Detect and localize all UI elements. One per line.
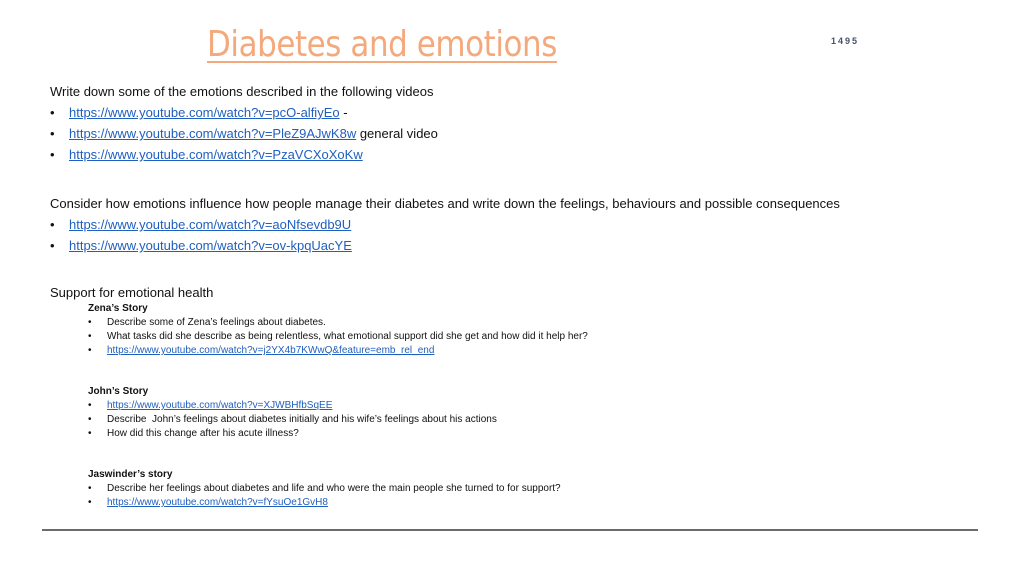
bullet-icon: • [50,126,55,141]
section-intro: Write down some of the emotions described in the following videos [50,84,434,99]
video-link[interactable]: https://www.youtube.com/watch?v=PzaVCXoXoKw [69,147,363,162]
list-item [50,217,840,232]
bullet-icon: • [88,428,92,439]
bullet-icon: • [50,217,55,232]
list-item [88,317,588,328]
bullet-icon: • [50,105,55,120]
list-item [88,400,497,411]
section-intro: Support for emotional health [50,285,214,300]
john-story [88,386,497,439]
question-text: Describe John’s feelings about diabetes initially and his wife’s feelings about his actions [107,414,497,425]
link-note: - [339,105,348,120]
list-item [50,105,438,120]
list-item [88,414,497,425]
list-item [88,331,588,342]
bullet-icon: • [50,147,55,162]
video-link[interactable]: https://www.youtube.com/watch?v=fYsuOe1GvH8 [107,497,328,508]
bullet-icon: • [88,497,92,508]
footer-divider [42,529,978,531]
video-link[interactable]: https://www.youtube.com/watch?v=XJWBHfbSqEE [107,400,333,411]
section-emotions-videos [50,84,438,162]
video-link[interactable]: https://www.youtube.com/watch?v=ov-kpqUacYE [69,238,352,253]
list-item [50,126,438,141]
bullet-icon: • [88,317,92,328]
zena-story [88,303,588,356]
story-heading: Zena’s Story [88,303,148,314]
question-text: Describe her feelings about diabetes and life and who were the main people she turned to for support? [107,483,561,494]
bullet-icon: • [88,400,92,411]
video-link[interactable]: https://www.youtube.com/watch?v=j2YX4b7KWwQ&feature=emb_rel_end [107,345,435,356]
list-item [50,238,840,253]
list-item [88,483,561,494]
list-item [88,345,588,356]
list-item [88,428,497,439]
story-heading: Jaswinder’s story [88,469,173,480]
link-note: general video [356,126,438,141]
video-link[interactable]: https://www.youtube.com/watch?v=PleZ9AJwK8w [69,126,357,141]
section-emotions-influence [50,196,840,253]
bullet-icon: • [88,414,92,425]
bullet-icon: • [88,345,92,356]
page-title: Diabetes and emotions [207,24,557,65]
bullet-icon: • [88,331,92,342]
page-number: 1495 [831,36,860,46]
list-item [50,147,438,162]
section-intro: Consider how emotions influence how people manage their diabetes and write down the feelings, behaviours and possible consequences [50,196,840,211]
question-text: Describe some of Zena’s feelings about diabetes. [107,317,326,328]
video-link[interactable]: https://www.youtube.com/watch?v=pcO-alfiyEo [69,105,340,120]
video-link[interactable]: https://www.youtube.com/watch?v=aoNfsevdb9U [69,217,352,232]
bullet-icon: • [88,483,92,494]
list-item [88,497,561,508]
section-support [50,285,213,300]
question-text: How did this change after his acute illness? [107,428,299,439]
bullet-icon: • [50,238,55,253]
jaswinder-story [88,469,561,508]
question-text: What tasks did she describe as being relentless, what emotional support did she get and how did it help her? [107,331,588,342]
story-heading: John’s Story [88,386,149,397]
